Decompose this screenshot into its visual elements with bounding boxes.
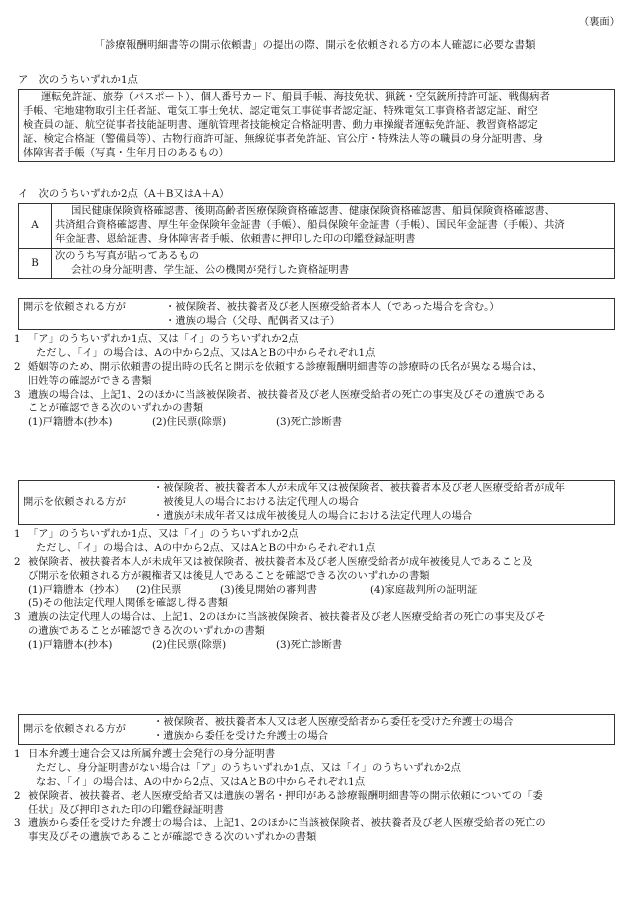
doc-item: (3)死亡診断書 bbox=[276, 416, 343, 429]
doc-item: (3)後見開始の審判書 bbox=[220, 583, 317, 596]
table-row bbox=[19, 248, 615, 279]
list-item: 事実及びその遺族であることが確認できる次のいずれかの書類 bbox=[28, 831, 317, 844]
section-a-box bbox=[18, 89, 615, 162]
block3-body bbox=[14, 748, 620, 845]
list-item: 1 「ア」のうちいずれか1点、又は「イ」のうちいずれか2点 bbox=[14, 333, 299, 345]
list-item: 1 「ア」のうちいずれか1点、又は「イ」のうちいずれか2点 bbox=[14, 528, 299, 540]
page-title: 「診療報酬明細書等の開示依頼書」の提出の際、開示を依頼される方の本人確認に必要な書類 bbox=[94, 39, 536, 51]
list-item: 2 婚姻等のため、開示依頼書の提出時の氏名と開示を依頼する診療報酬明細書等の診療時の氏名が異なる場合は、 bbox=[14, 360, 543, 373]
table-row bbox=[19, 204, 615, 249]
section-a-line: 証、検定合格証（警備員等）、古物行商許可証、無線従事者免許証、官公庁・特殊法人等の職員の身分証明書、身 bbox=[23, 132, 543, 145]
requester-item: ・遺族から委任を受けた弁護士の場合 bbox=[153, 730, 329, 742]
list-item: 1 日本弁護士連合会又は所属弁護士会発行の身分証明書 bbox=[14, 748, 276, 760]
requester-label: 開示を依頼される方が bbox=[23, 496, 126, 508]
section-a-line: 運転免許証、旅券（パスポート）、個人番号カード、船員手帳、海技免状、猟銃・空気銃所持許可証、戦傷病者 bbox=[41, 91, 550, 103]
row-label-b: B bbox=[19, 248, 52, 279]
list-item: 3 遺族の法定代理人の場合は、上記1、2のほかに当該被保険者、被扶養者及び老人医療受給者の死亡の事実及びそ bbox=[14, 611, 546, 624]
requester-box-3 bbox=[18, 714, 615, 745]
section-a-heading: ア 次のうちいずれか1点 bbox=[18, 74, 138, 86]
doc-list bbox=[14, 416, 620, 430]
list-item: の遺族であることが確認できる次のいずれかの書類 bbox=[28, 625, 265, 638]
row-a-line: 国民健康保険資格確認書、後期高齢者医療保険資格確認書、健康保険資格確認書、船員保険資格確認書、 bbox=[71, 205, 555, 217]
list-item: 2 被保険者、被扶養者本人が未成年又は被保険者、被扶養者本及び老人医療受給者が成年被後見人であること及 bbox=[14, 555, 533, 568]
row-b-line: 会社の身分証明書、学生証、公の機関が発行した資格証明書 bbox=[71, 263, 350, 276]
block2-body bbox=[14, 528, 620, 653]
section-i-heading: イ 次のうちいずれか2点（A＋B又はA＋A） bbox=[18, 188, 230, 200]
list-item: なお、「イ」の場合は、Aの中から2点、又はAとBの中からそれぞれ1点 bbox=[36, 775, 365, 788]
doc-list bbox=[14, 584, 620, 598]
doc-list bbox=[14, 639, 620, 653]
requester-item: ・遺族が未成年者又は成年被後見人の場合における法定代理人の場合 bbox=[153, 510, 473, 522]
requester-item: ・被保険者、被扶養者本人又は老人医療受給者から委任を受けた弁護士の場合 bbox=[153, 716, 514, 728]
row-a-line: 年金証書、恩給証書、身体障害者手帳、依頼書に押印した印の印鑑登録証明書 bbox=[55, 232, 416, 245]
doc-item: (2)住民票(除票) bbox=[152, 416, 227, 429]
requester-label: 開示を依頼される方が bbox=[23, 723, 126, 735]
doc-item: (1)戸籍謄本(抄本) bbox=[28, 639, 113, 652]
section-a-line: 体障害者手帳（写真・生年月日のあるもの） bbox=[23, 146, 229, 159]
section-a-line: 手帳、宅地建物取引主任者証、電気工事士免状、認定電気工事従事者認定証、特殊電気工事資格者認定証、耐空 bbox=[23, 104, 538, 117]
list-item: 3 遺族から委任を受けた弁護士の場合は、上記1、2のほかに当該被保険者、被扶養者及び老人医療受給者の死亡の bbox=[14, 817, 546, 830]
list-item: 2 被保険者、被扶養者、老人医療受給者又は遺族の署名・押印がある診療報酬明細書等の開示依頼についての「委 bbox=[14, 789, 543, 802]
list-item: ただし、「イ」の場合は、Aの中から2点、又はAとBの中からそれぞれ1点 bbox=[36, 346, 376, 359]
requester-label: 開示を依頼される方が bbox=[23, 301, 126, 313]
section-a-line: 検査員の証、航空従事者技能証明書、運航管理者技能検定合格証明書、動力車操縦者運転免許証、教習資格認定 bbox=[23, 118, 538, 131]
doc-item: (5)その他法定代理人関係を確認し得る書類 bbox=[28, 597, 228, 610]
row-label-a: A bbox=[19, 204, 52, 249]
block1-body bbox=[14, 333, 620, 430]
doc-item: (1)戸籍謄本（抄本） bbox=[28, 583, 125, 596]
doc-item: (2)住民票 bbox=[136, 583, 182, 596]
doc-item: (4)家庭裁判所の証明証 bbox=[370, 583, 478, 596]
page-label: （裏面） bbox=[578, 16, 620, 28]
list-item: ただし、「イ」の場合は、Aの中から2点、又はAとBの中からそれぞれ1点 bbox=[36, 541, 376, 554]
requester-box-1 bbox=[18, 298, 615, 330]
doc-item: (2)住民票(除票) bbox=[152, 639, 227, 652]
list-item: 任状」及び押印された印の印鑑登録証明書 bbox=[28, 803, 224, 816]
requester-box-2 bbox=[18, 480, 615, 525]
requester-item: 被後見人の場合における法定代理人の場合 bbox=[153, 496, 359, 508]
section-i-table bbox=[18, 203, 615, 279]
requester-item: ・被保険者、被扶養者本人が未成年又は被保険者、被扶養者本及び老人医療受給者が成年 bbox=[153, 482, 565, 494]
list-item: び開示を依頼される方が親権者又は後見人であることを確認できる次のいずれかの書類 bbox=[28, 569, 430, 582]
doc-item: (1)戸籍謄本(抄本) bbox=[28, 416, 113, 429]
doc-item: (3)死亡診断書 bbox=[276, 639, 343, 652]
list-item: 3 遺族の場合は、上記1、2のほかに当該被保険者、被扶養者及び老人医療受給者の死亡の事実及びその遺族である bbox=[14, 388, 546, 401]
row-b-line: 次のうち写真が貼ってあるもの bbox=[55, 249, 200, 262]
list-item: ただし、身分証明書がない場合は「ア」のうちいずれか1点、又は「イ」のうちいずれか2点 bbox=[36, 761, 461, 774]
requester-item: ・遺族の場合（父母、配偶者又は子） bbox=[165, 315, 341, 327]
list-item: ことが確認できる次のいずれかの書類 bbox=[28, 402, 204, 415]
row-a-line: 共済組合資格確認書、厚生年金保険年金証書（手帳）、船員保険年金証書（手帳）、国民年金証書（手帳）、共済 bbox=[55, 218, 565, 231]
requester-item: ・被保険者、被扶養者及び老人医療受給者本人（であった場合を含む。） bbox=[165, 301, 500, 313]
list-item: 旧姓等の確認ができる書類 bbox=[28, 374, 152, 387]
